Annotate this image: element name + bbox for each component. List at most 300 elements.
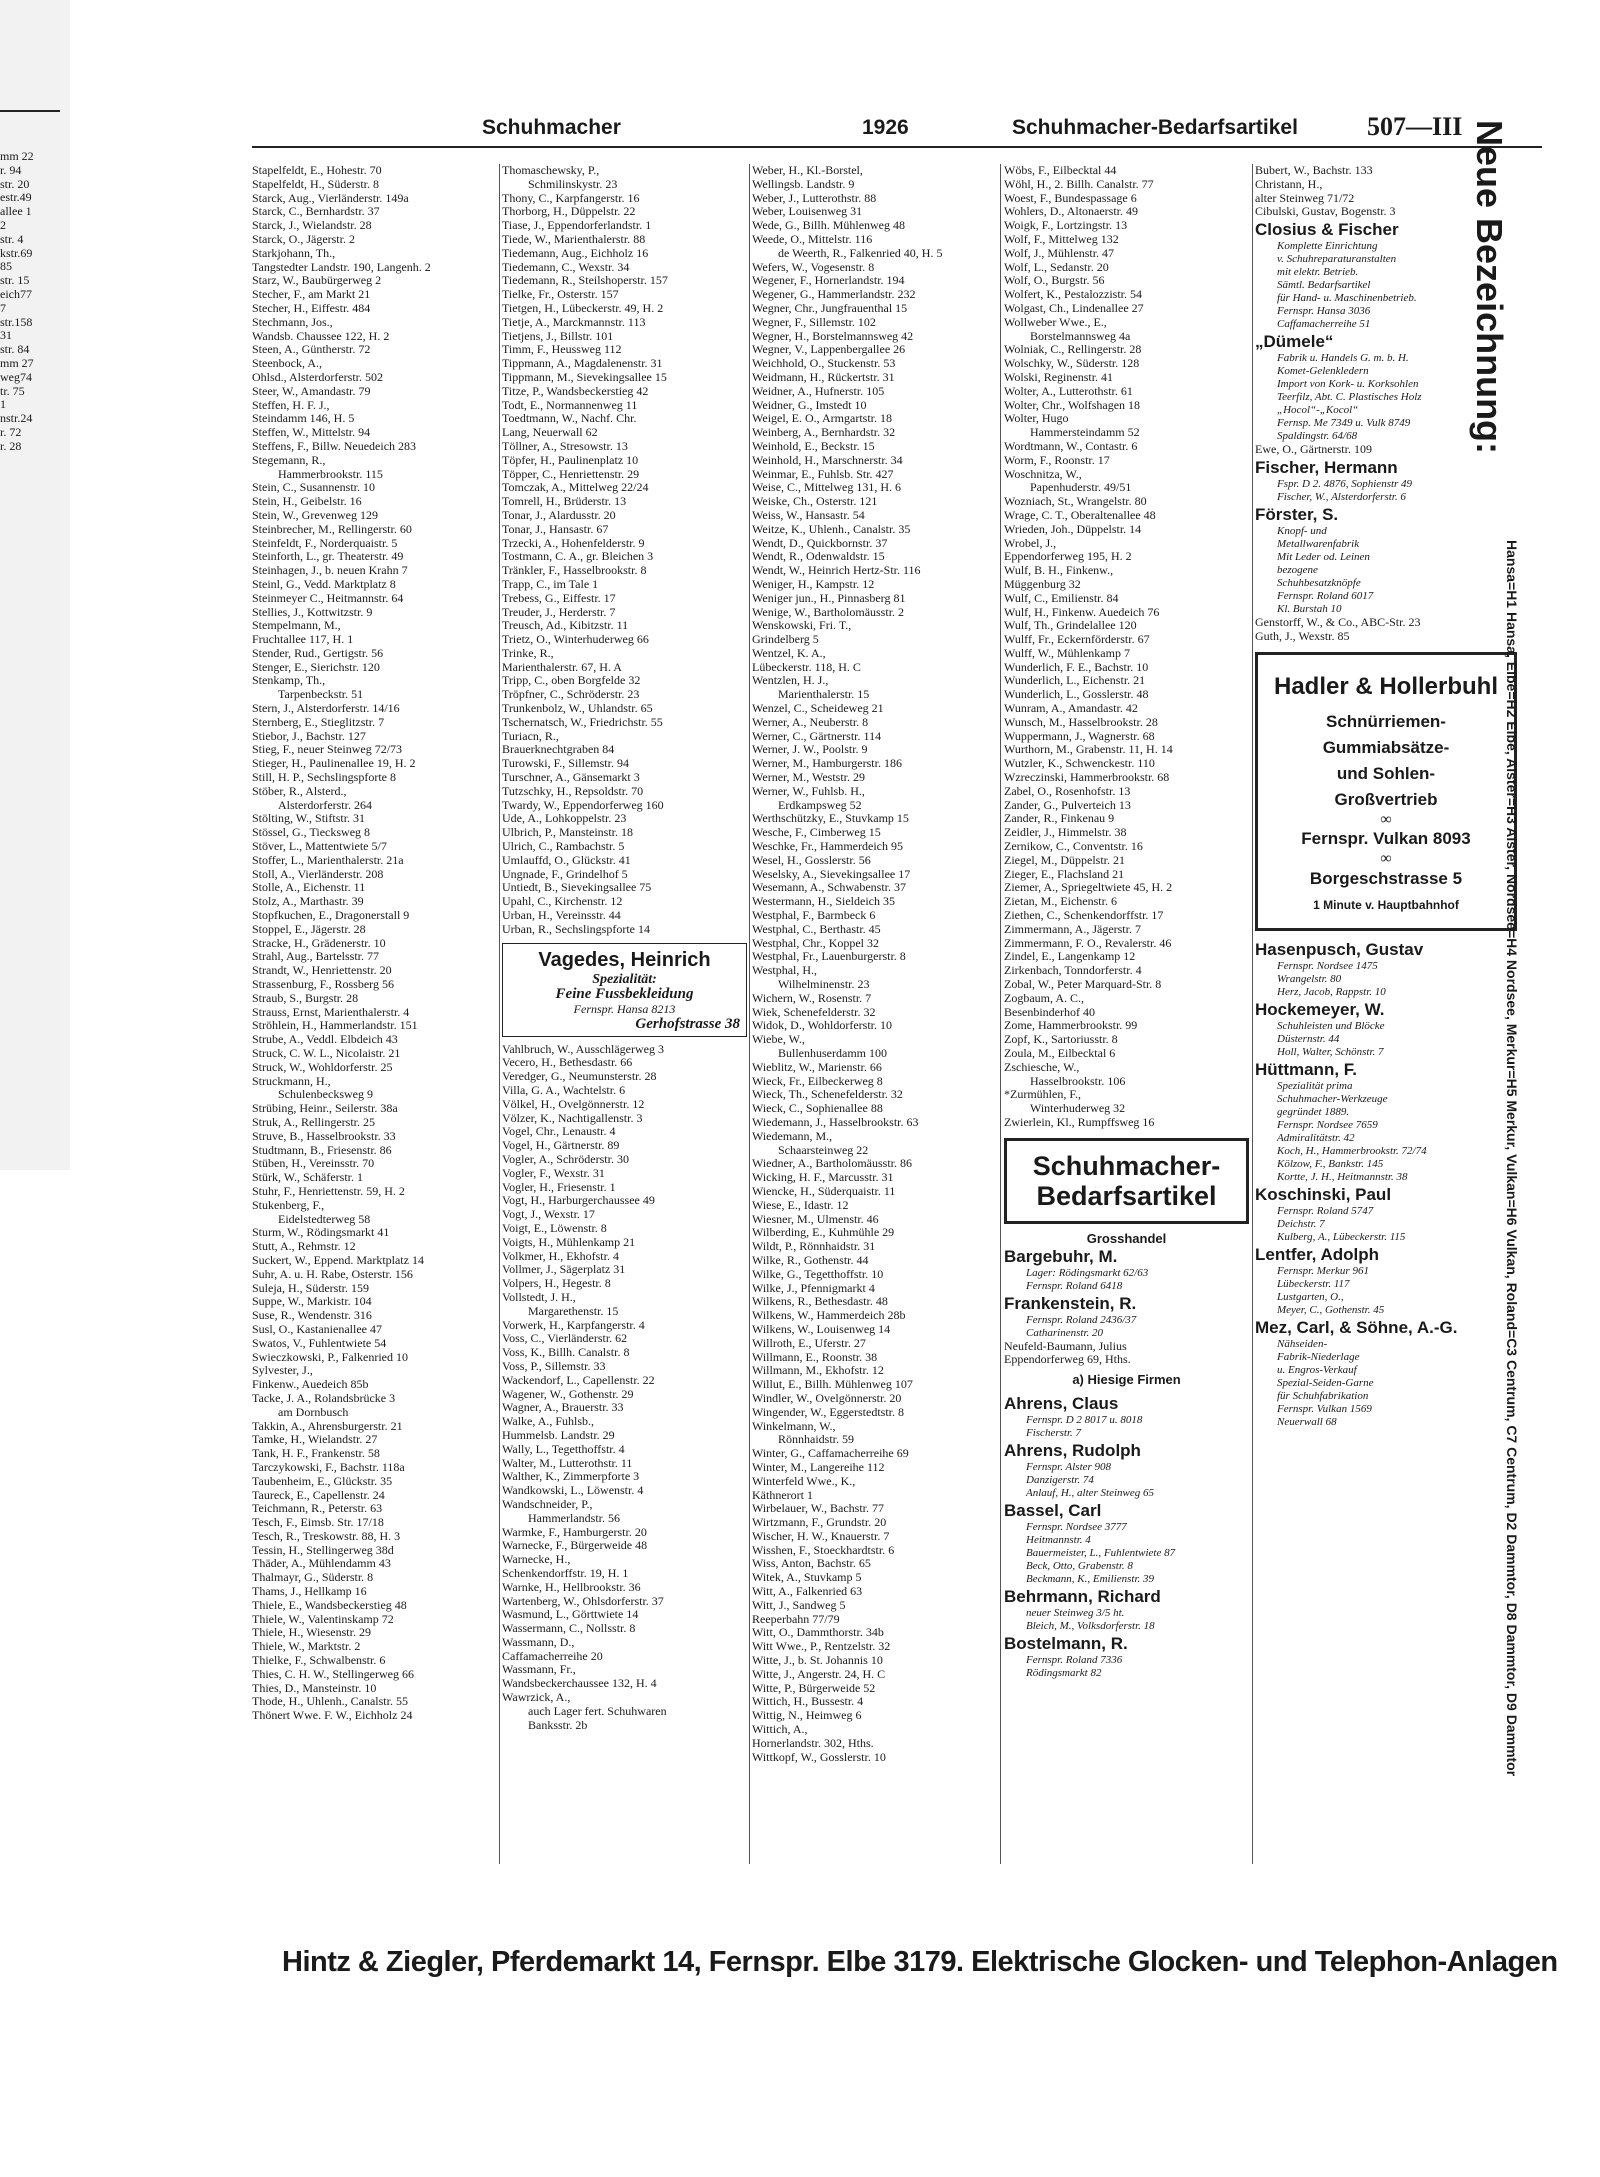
directory-entry: Wilke, J., Pfennigmarkt 4: [752, 1281, 875, 1295]
directory-entry: Zirkenbach, Tonndorferstr. 4: [1004, 964, 1142, 978]
directory-entry: Wolter, A., Lutterothstr. 61: [1004, 384, 1133, 398]
directory-entry: Thies, C. H. W., Stellingerweg 66: [252, 1667, 414, 1681]
directory-entry: Willroth, E., Uferstr. 27: [752, 1336, 866, 1350]
firm-line: Fernspr. Roland 2436/37: [1026, 1313, 1137, 1326]
directory-entry: Vogt, J., Wexstr. 17: [502, 1208, 595, 1222]
firm-name: Ahrens, Claus: [1004, 1393, 1119, 1413]
directory-entry: Töpfer, H., Paulinenplatz 10: [502, 453, 639, 467]
directory-entry: Westphal, Fr., Lauenburgerstr. 8: [752, 950, 906, 964]
column-divider: [1000, 164, 1001, 1864]
directory-entry: Tiedemann, C., Wexstr. 34: [502, 260, 630, 274]
directory-entry: Straub, S., Burgstr. 28: [252, 991, 359, 1005]
header-left: Schuhmacher: [482, 116, 621, 139]
ad-hadler-line: und Sohlen-: [1336, 763, 1436, 783]
directory-entry: Walter, M., Lutterothstr. 11: [502, 1456, 633, 1470]
directory-entry: Wandsbeckerchaussee 132, H. 4: [502, 1677, 657, 1691]
ad-bedarf-line: Schuhmacher-: [1032, 1150, 1221, 1181]
directory-entry: Sturm, W., Rödingsmarkt 41: [252, 1226, 390, 1240]
foerster-line: Mit Leder od. Leinen: [1277, 550, 1370, 563]
directory-entry: Wunsch, M., Hasselbrookstr. 28: [1004, 715, 1158, 729]
fragment-text: r. 28: [0, 439, 22, 453]
directory-entry: Ulrich, C., Rambachstr. 5: [502, 840, 625, 854]
hiesige-firmen-heading: a) Hiesige Firmen: [1072, 1372, 1181, 1388]
directory-entry: Ströhlein, H., Hammerlandstr. 151: [252, 1019, 418, 1033]
foerster-line: Kl. Burstah 10: [1277, 602, 1342, 615]
directory-entry: Struckmann, H.,: [252, 1074, 331, 1088]
directory-entry: Wentzlen, H. J.,: [752, 674, 829, 688]
firm-line: Bleich, M., Volksdorferstr. 18: [1026, 1619, 1155, 1632]
directory-entry: Twardy, W., Eppendorferweg 160: [502, 798, 664, 812]
directory-entry: Starck, O., Jägerstr. 2: [252, 232, 355, 246]
directory-entry: Stechmann, Jos.,: [252, 315, 333, 329]
directory-entry: Studtmann, B., Friesenstr. 86: [252, 1143, 392, 1157]
directory-entry: Erdkampsweg 52: [778, 798, 862, 812]
directory-entry: Warmke, F., Hamburgerstr. 20: [502, 1525, 647, 1539]
directory-entry: Wollweber Wwe., E.,: [1004, 315, 1107, 329]
directory-entry: Wagener, W., Gothenstr. 29: [502, 1387, 634, 1401]
directory-entry: Wiese, E., Idastr. 12: [752, 1198, 849, 1212]
ad-vagedes-line: Feine Fussbekleidung: [555, 985, 694, 1002]
directory-entry: Strauss, Ernst, Marienthalerstr. 4: [252, 1005, 410, 1019]
directory-entry: Swieczkowski, P., Falkenried 10: [252, 1350, 408, 1364]
directory-entry: Witt, J., Sandweg 5: [752, 1598, 846, 1612]
directory-entry: Urban, R., Sechslingspforte 14: [502, 922, 650, 936]
fragment-text: kstr.69: [0, 246, 33, 260]
directory-entry: Ohlsd., Alsterdorferstr. 502: [252, 370, 383, 384]
directory-entry: Weichhold, O., Stuckenstr. 53: [752, 357, 896, 371]
directory-entry: Ulbrich, P., Mansteinstr. 18: [502, 826, 633, 840]
directory-entry: Stenger, E., Sierichstr. 120: [252, 660, 380, 674]
directory-entry: Wesel, H., Gosslerstr. 56: [752, 853, 871, 867]
directory-entry: Voigts, H., Mühlenkamp 21: [502, 1235, 636, 1249]
directory-entry: Stukenberg, F.,: [252, 1198, 325, 1212]
directory-entry: Steffens, F., Billw. Neuedeich 283: [252, 439, 417, 453]
huettmann-line: Admiralitätstr. 42: [1277, 1132, 1355, 1145]
directory-entry: Suhr, A. u. H. Rabe, Osterstr. 156: [252, 1267, 413, 1281]
directory-entry: Vahlbruch, W., Ausschlägerweg 3: [502, 1042, 664, 1056]
directory-entry: Zobal, W., Peter Marquard-Str. 8: [1004, 978, 1162, 992]
directory-entry: Tielke, Fr., Osterstr. 157: [502, 288, 619, 302]
directory-entry: Wirtzmann, F., Grundstr. 20: [752, 1516, 887, 1530]
directory-entry: Wolter, Hugo: [1004, 412, 1069, 426]
directory-entry: Steffen, W., Mittelstr. 94: [252, 426, 371, 440]
directory-entry: Witte, P., Bürgerweide 52: [752, 1681, 876, 1695]
directory-entry: Weigel, E. O., Armgartstr. 18: [752, 412, 893, 426]
directory-entry: Thomaschewsky, P.,: [502, 164, 600, 177]
directory-entry: Turiacn, R.,: [502, 729, 559, 743]
directory-entry: Worm, F., Roonstr. 17: [1004, 453, 1110, 467]
directory-entry: Westphal, C., Berthastr. 45: [752, 922, 881, 936]
foerster-line: bezogene: [1277, 563, 1318, 576]
fischer-hermann-line: Fspr. D 2. 4876, Sophienstr 49: [1277, 477, 1413, 490]
directory-entry: Tietjens, J., Billstr. 101: [502, 329, 614, 343]
ad-hadler-line: Schnürriemen-: [1326, 711, 1446, 731]
directory-entry: Stüben, H., Vereinsstr. 70: [252, 1157, 375, 1171]
fragment-text: str.158: [0, 315, 33, 329]
directory-entry: Wieck, Fr., Eilbeckerweg 8: [752, 1074, 883, 1088]
directory-entry: Stolle, A., Eichenstr. 11: [252, 881, 366, 895]
mez-line: Fernspr. Vulkan 1569: [1277, 1403, 1372, 1416]
directory-entry: Wally, L., Tegetthoffstr. 4: [502, 1442, 625, 1456]
directory-entry: Wieblitz, W., Marienstr. 66: [752, 1060, 882, 1074]
directory-entry: Weidmann, H., Rückertstr. 31: [752, 370, 895, 384]
directory-entry: Stern, J., Alsterdorferstr. 14/16: [252, 702, 400, 716]
firm-name: Bostelmann, R.: [1004, 1633, 1128, 1653]
directory-entry: Wiek, Schenefelderstr. 32: [752, 1005, 876, 1019]
lentfer-line: Fernspr. Merkur 961: [1277, 1265, 1369, 1278]
footer-advert: Hintz & Ziegler, Pferdemarkt 14, Fernspr. Elbe 3179. Elektrische Glocken- und Telephon-Anlagen: [282, 1946, 1558, 1978]
directory-entry: Tutzschky, H., Repsoldstr. 70: [502, 784, 644, 798]
directory-entry: Schulenbecksweg 9: [278, 1088, 373, 1102]
firm-line: Fernspr. Alster 908: [1026, 1460, 1112, 1473]
directory-entry: Ziethen, C., Schenkendorffstr. 17: [1004, 909, 1164, 923]
directory-entry: Vogler, F., Wexstr. 31: [502, 1166, 605, 1180]
directory-entry: Tietgen, H., Lübeckerstr. 49, H. 2: [502, 301, 664, 315]
directory-entry: Taureck, E., Capellenstr. 24: [252, 1488, 385, 1502]
ad-vagedes-phone: Fernspr. Hansa 8213: [573, 1001, 676, 1016]
directory-entry: Werner, W., Fuhlsb. H.,: [752, 784, 865, 798]
directory-entry: Christann, H.,: [1255, 177, 1323, 191]
koschinski-name: Koschinski, Paul: [1255, 1185, 1392, 1205]
directory-entry: Reeperbahn 77/79: [752, 1612, 840, 1626]
directory-entry: Weber, Louisenweg 31: [752, 205, 863, 219]
directory-entry: Wittich, A.,: [752, 1723, 808, 1737]
directory-entry: Witek, A., Stuvkamp 5: [752, 1571, 862, 1585]
directory-entry: Wöhl, H., 2. Billh. Canalstr. 77: [1004, 177, 1154, 191]
foerster-line: Knopf- und: [1277, 524, 1327, 537]
directory-entry: Wiencke, H., Süderquaistr. 11: [752, 1184, 896, 1198]
directory-entry: Wartenberg, W., Ohlsdorferstr. 37: [502, 1594, 664, 1608]
directory-entry: Weinmar, E., Fuhlsb. Str. 427: [752, 467, 894, 481]
sidebar-new-designation: [1458, 120, 1528, 2000]
page-number: 507—III: [1367, 112, 1463, 141]
foerster-name: Förster, S.: [1255, 504, 1339, 524]
directory-entry: Wasmund, L., Görttwiete 14: [502, 1608, 639, 1622]
directory-entry: Susl, O., Kastanienallee 47: [252, 1322, 382, 1336]
directory-entry: Thalmayr, G., Süderstr. 8: [252, 1571, 374, 1585]
directory-entry: Wenzel, C., Scheideweg 21: [752, 702, 884, 716]
directory-entry: Todt, E., Normannenweg 11: [502, 398, 638, 412]
directory-entry: Stöber, R., Alsterd.,: [252, 784, 347, 798]
directory-entry: Steen, A., Güntherstr. 72: [252, 343, 371, 357]
directory-entry: Wrieden, Joh., Düppelstr. 14: [1004, 522, 1142, 536]
directory-entry: Willut, E., Billh. Mühlenweg 107: [752, 1378, 913, 1392]
directory-entry: Zimmermann, A., Jägerstr. 7: [1004, 922, 1141, 936]
directory-entry: Tesch, F., Eimsb. Str. 17/18: [252, 1516, 384, 1530]
duemele-line: Komet-Gelenkledern: [1277, 365, 1369, 378]
directory-entry: Zander, G., Pulverteich 13: [1004, 798, 1131, 812]
directory-entry: Wegner, Chr., Jungfrauenthal 15: [752, 301, 908, 315]
directory-entry: Wesemann, A., Schwabenstr. 37: [752, 881, 907, 895]
directory-entry: Wegner, H., Borstelmannsweg 42: [752, 329, 914, 343]
directory-entry: Brauerknechtgraben 84: [502, 743, 615, 757]
hasenpusch-line: Herz, Jacob, Rappstr. 10: [1277, 986, 1386, 999]
directory-entry: Wendt, D., Quickbornstr. 37: [752, 536, 888, 550]
directory-entry: Still, H. P., Sechslingspforte 8: [252, 771, 397, 785]
koschinski-line: Fernspr. Roland 5747: [1277, 1205, 1374, 1218]
directory-entry: Stoll, A., Vierländerstr. 208: [252, 867, 384, 881]
directory-entry: Wolschky, W., Süderstr. 128: [1004, 357, 1140, 371]
directory-entry: Toedtmann, W., Nachf. Chr.: [502, 412, 637, 426]
directory-entry: Guth, J., Wexstr. 85: [1255, 629, 1350, 643]
directory-entry: Wutzler, K., Schwenckestr. 110: [1004, 757, 1155, 771]
directory-entry: Vogel, Chr., Lenaustr. 4: [502, 1125, 616, 1139]
directory-entry: Werner, J. W., Poolstr. 9: [752, 743, 868, 757]
fragment-text: eich77: [0, 287, 32, 301]
directory-entry: Urban, H., Vereinsstr. 44: [502, 909, 621, 923]
directory-entry: Wittich, H., Bussestr. 4: [752, 1695, 864, 1709]
directory-entry: Weise, C., Mittelweg 131, H. 6: [752, 481, 902, 495]
directory-entry: Swatos, V., Fuhlentwiete 54: [252, 1336, 387, 1350]
directory-entry: Wordtmann, W., Contastr. 6: [1004, 439, 1138, 453]
duemele-line: „Hocol“-„Kocol“: [1277, 404, 1359, 417]
directory-entry: Wiebe, W.,: [752, 1033, 805, 1047]
directory-entry: Tiase, J., Eppendorferlandstr. 1: [502, 219, 652, 233]
firm-line: Fernspr. Roland 7336: [1026, 1653, 1123, 1666]
directory-entry: Villa, G. A., Wachtelstr. 6: [502, 1084, 626, 1098]
directory-entry: Wawrzick, A.,: [502, 1691, 571, 1705]
directory-entry: Bullenhuserdamm 100: [778, 1047, 887, 1060]
directory-entry: Marienthalerstr. 67, H. A: [502, 660, 622, 674]
directory-entry: Weschke, Fr., Hammerdeich 95: [752, 840, 903, 854]
directory-entry: Wandsb. Chaussee 122, H. 2: [252, 329, 390, 343]
hockemeyer-line: Schuhleisten und Blöcke: [1277, 1020, 1385, 1033]
directory-entry: Stieg, F., neuer Steinweg 72/73: [252, 743, 403, 757]
column-2: [502, 164, 747, 1904]
firm-line: Catharinenstr. 20: [1026, 1326, 1104, 1339]
directory-entry: Treuder, J., Herderstr. 7: [502, 605, 616, 619]
directory-entry: Ziemer, A., Spriegeltwiete 45, H. 2: [1004, 881, 1173, 895]
closius-fischer-line: mit elektr. Betrieb.: [1277, 266, 1359, 279]
firm-name: Bargebuhr, M.: [1004, 1246, 1118, 1266]
directory-entry: Strassenburg, F., Rossberg 56: [252, 978, 394, 992]
directory-entry: Willmann, M., Ekhofstr. 12: [752, 1364, 884, 1378]
directory-entry: Witt, O., Dammthorstr. 34b: [752, 1626, 884, 1640]
directory-entry: Thiele, H., Wiesenstr. 29: [252, 1626, 371, 1640]
directory-entry: Wilberding, E., Kuhmühle 29: [752, 1226, 895, 1240]
directory-entry: Struk, A., Rellingerstr. 25: [252, 1115, 375, 1129]
directory-entry: Winter, M., Langereihe 112: [752, 1460, 885, 1474]
directory-entry: Zabel, O., Rosenhofstr. 13: [1004, 784, 1131, 798]
directory-entry: Witte, J., Angerstr. 24, H. C: [752, 1667, 886, 1681]
directory-entry: Vogler, H., Friesenstr. 1: [502, 1180, 616, 1194]
directory-entry: Wunderlich, F. E., Bachstr. 10: [1004, 660, 1149, 674]
directory-entry: Stapelfeldt, H., Süderstr. 8: [252, 177, 379, 191]
firm-line: neuer Steinweg 3/5 ht.: [1026, 1606, 1125, 1619]
directory-entry: Tessin, H., Stellingerweg 38d: [252, 1543, 394, 1557]
directory-entry: Trunkenbolz, W., Uhlandstr. 65: [502, 702, 653, 716]
directory-entry: Wunram, A., Amandastr. 42: [1004, 702, 1138, 716]
directory-entry: Wolski, Reginenstr. 41: [1004, 370, 1114, 384]
directory-entry: Tippmann, A., Magdalenenstr. 31: [502, 357, 663, 371]
directory-entry: Witte, J., b. St. Johannis 10: [752, 1654, 883, 1668]
directory-entry: Willmann, E., Roonstr. 38: [752, 1350, 878, 1364]
sidebar-exchange-list: Hansa=H1 Hansa, Elbe=H2 Elbe, Alster=H3 Alster, Nordsee=H4 Nordsee, Merkur=H5 Merkur, Vulkan=H6 Vulkan, Roland=C3 Centrum, C7 Centrum, D2 Dammtor, D8 Dammtor, D9 Dammtor: [1504, 540, 1520, 1777]
directory-entry: Wuppermann, J., Wagnerstr. 68: [1004, 729, 1155, 743]
directory-entry: Volkmer, H., Ekhofstr. 4: [502, 1249, 619, 1263]
directory-entry: Stolz, A., Marthastr. 39: [252, 895, 364, 909]
directory-entry: Winterfeld Wwe., K.,: [752, 1474, 856, 1488]
firm-line: Danzigerstr. 74: [1026, 1473, 1094, 1486]
directory-entry: Weinhold, H., Marschnerstr. 34: [752, 453, 903, 467]
directory-entry: Thiele, W., Marktstr. 2: [252, 1640, 361, 1654]
directory-entry: Hasselbrookstr. 106: [1030, 1074, 1126, 1088]
directory-entry: Steinmeyer C., Heitmannstr. 64: [252, 591, 404, 605]
directory-entry: Caffamacherreihe 20: [502, 1649, 603, 1663]
directory-entry: Thams, J., Hellkamp 16: [252, 1585, 367, 1599]
directory-entry: Suleja, H., Süderstr. 159: [252, 1281, 369, 1295]
directory-entry: Voigt, E., Löwenstr. 8: [502, 1221, 607, 1235]
duemele-name: „Dümele“: [1255, 332, 1334, 352]
directory-entry: *Zurmühlen, F.,: [1004, 1088, 1082, 1102]
directory-entry: Weniger jun., H., Pinnasberg 81: [752, 591, 906, 605]
directory-entry: Käthnerort 1: [752, 1488, 813, 1502]
ad-hadler-line: Hadler & Hollerbuhl: [1273, 672, 1499, 700]
fragment-text: allee 1: [0, 205, 32, 219]
directory-entry: Bubert, W., Bachstr. 133: [1255, 164, 1373, 177]
directory-entry: Steenbock, A.,: [252, 357, 322, 371]
hasenpusch-line: Fernspr. Nordsee 1475: [1277, 960, 1378, 973]
lentfer-line: Lübeckerstr. 117: [1277, 1278, 1350, 1291]
directory-entry: Thorborg, H., Düppelstr. 22: [502, 205, 636, 219]
directory-entry: Westphal, H.,: [752, 964, 818, 978]
directory-entry: Wilkens, R., Bethesdastr. 48: [752, 1295, 888, 1309]
directory-entry: auch Lager fert. Schuhwaren: [528, 1704, 667, 1718]
fragment-text: r. 94: [0, 163, 22, 177]
directory-entry: Hummelsb. Landstr. 29: [502, 1428, 615, 1442]
closius-fischer-line: v. Schuhreparaturanstalten: [1277, 253, 1397, 266]
directory-entry: Wendt, W., Heinrich Hertz-Str. 116: [752, 564, 921, 578]
directory-entry: Lang, Neuerwall 62: [502, 426, 598, 440]
directory-entry: Tonar, J., Hansastr. 67: [502, 522, 609, 536]
column-4: [1004, 164, 1249, 1904]
fragment-text: 2: [0, 218, 6, 232]
directory-entry: Stein, C., Susannenstr. 10: [252, 481, 376, 495]
firm-line: Fischerstr. 7: [1026, 1426, 1081, 1439]
directory-entry: Steinbrecher, M., Rellingerstr. 60: [252, 522, 412, 536]
directory-entry: Ungnade, F., Grindelhof 5: [502, 867, 628, 881]
directory-entry: Wackendorf, L., Capellenstr. 22: [502, 1373, 655, 1387]
directory-entry: Weber, H., Kl.-Borstel,: [752, 164, 863, 177]
koschinski-line: Kulberg, A., Lübeckerstr. 115: [1277, 1231, 1406, 1244]
firm-name: Bassel, Carl: [1004, 1500, 1102, 1520]
lentfer-line: Lustgarten, O.,: [1277, 1291, 1344, 1304]
directory-entry: Trapp, C., im Tale 1: [502, 577, 599, 591]
directory-entry: Taubenheim, E., Glückstr. 35: [252, 1474, 393, 1488]
directory-entry: Weber, J., Lutterothstr. 88: [752, 191, 877, 205]
directory-entry: Treusch, Ad., Kibitzstr. 11: [502, 619, 629, 633]
directory-entry: Suckert, W., Eppend. Marktplatz 14: [252, 1253, 424, 1267]
directory-entry: Zogbaum, A. C.,: [1004, 991, 1084, 1005]
directory-entry: Tomczak, A., Mittelweg 22/24: [502, 481, 649, 495]
ad-bedarfsartikel: [1004, 1138, 1249, 1224]
directory-entry: Wöbs, F., Eilbecktal 44: [1004, 164, 1117, 177]
fragment-text: 7: [0, 301, 6, 315]
directory-entry: Genstorff, W., & Co., ABC-Str. 23: [1255, 615, 1421, 629]
ad-vagedes-line: Spezialität:: [592, 971, 657, 987]
directory-entry: Stiebor, J., Bachstr. 127: [252, 729, 366, 743]
directory-entry: Tesch, R., Treskowstr. 88, H. 3: [252, 1529, 401, 1543]
foerster-line: Fernspr. Roland 6017: [1277, 589, 1374, 602]
directory-entry: Steinfeldt, F., Norderquaistr. 5: [252, 536, 398, 550]
duemele-line: Teerfilz, Abt. C. Plastisches Holz: [1277, 391, 1422, 404]
directory-entry: Struve, B., Hasselbrookstr. 33: [252, 1129, 396, 1143]
directory-entry: Zieger, E., Flachsland 21: [1004, 867, 1125, 881]
directory-entry: Westphal, Chr., Koppel 32: [752, 936, 880, 950]
directory-entry: Wolfert, K., Pestalozzistr. 54: [1004, 288, 1143, 302]
directory-entry: Stöver, L., Mattentwiete 5/7: [252, 840, 387, 854]
directory-entry: Wandkowski, L., Löwenstr. 4: [502, 1484, 644, 1498]
grosshandel-heading: Grosshandel: [1086, 1230, 1167, 1246]
directory-entry: am Dornbusch: [278, 1405, 349, 1419]
directory-entry: Rönnhaidstr. 59: [778, 1433, 855, 1447]
directory-entry: Lübeckerstr. 118, H. C: [752, 660, 861, 674]
directory-entry: Struck, C. W. L., Nicolaistr. 21: [252, 1047, 401, 1060]
directory-entry: Werner, A., Neuberstr. 8: [752, 715, 869, 729]
directory-entry: Werner, M., Hamburgerstr. 186: [752, 757, 902, 771]
directory-entry: Stempelmann, M.,: [252, 619, 341, 633]
directory-entry: Witt Wwe., P., Rentzelstr. 32: [752, 1640, 891, 1654]
directory-entry: Wassmann, Fr.,: [502, 1663, 576, 1677]
directory-entry: Grindelberg 5: [752, 633, 819, 647]
directory-entry: Voss, P., Sillemstr. 33: [502, 1359, 606, 1373]
directory-entry: Wolter, Chr., Wolfshagen 18: [1004, 398, 1141, 412]
directory-entry: Trzecki, A., Hohenfelderstr. 9: [502, 536, 645, 550]
directory-entry: Weidner, G., Imstedt 10: [752, 398, 867, 412]
directory-entry: Wentzel, K. A.,: [752, 646, 826, 660]
directory-entry: Wulf, H., Finkenw. Auedeich 76: [1004, 605, 1160, 619]
directory-entry: Suppe, W., Markistr. 104: [252, 1295, 372, 1309]
directory-entry: Warnke, H., Hellbrookstr. 36: [502, 1580, 641, 1594]
fischer-hermann-name: Fischer, Hermann: [1255, 457, 1398, 477]
directory-entry: Tietje, A., Marckmannstr. 113: [502, 315, 646, 329]
directory-entry: Stoffer, L., Marienthalerstr. 21a: [252, 853, 404, 867]
directory-entry: Wunderlich, L., Eichenstr. 21: [1004, 674, 1146, 688]
hasenpusch-name: Hasenpusch, Gustav: [1255, 940, 1424, 960]
duemele-line: Fabrik u. Handels G. m. b. H.: [1277, 352, 1409, 365]
directory-entry: Schenkendorffstr. 19, H. 1: [502, 1566, 629, 1580]
directory-entry: Wildt, P., Rönnhaidstr. 31: [752, 1240, 876, 1254]
directory-entry: Weidner, A., Hufnerstr. 105: [752, 384, 885, 398]
fragment-text: str. 20: [0, 177, 30, 191]
huettmann-line: Spezialität prima: [1277, 1080, 1353, 1093]
directory-entry: Woschnitza, W.,: [1004, 467, 1082, 481]
ad-hadler-line: Fernspr. Vulkan 8093: [1301, 829, 1471, 849]
directory-entry: Stutt, A., Rehmstr. 12: [252, 1240, 356, 1254]
huettmann-name: Hüttmann, F.: [1255, 1060, 1357, 1080]
directory-entry: Warnecke, F., Bürgerweide 48: [502, 1539, 648, 1553]
directory-entry: Eppendorferweg 69, Hths.: [1004, 1353, 1131, 1367]
directory-entry: Strube, A., Veddl. Elbdeich 43: [252, 1033, 398, 1047]
directory-entry: Wolf, F., Mittelweg 132: [1004, 232, 1119, 246]
closius-fischer-line: für Hand- u. Maschinenbetrieb.: [1277, 292, 1417, 305]
directory-entry: Woigk, F., Lortzingstr. 13: [1004, 219, 1128, 233]
directory-entry: Strahl, Aug., Bartelsstr. 77: [252, 950, 379, 964]
directory-entry: Thies, D., Mansteinstr. 10: [252, 1681, 377, 1695]
directory-entry: Tiedemann, R., Steilshoperstr. 157: [502, 274, 668, 288]
directory-entry: Wassmann, D.,: [502, 1635, 575, 1649]
hockemeyer-line: Düsternstr. 44: [1277, 1033, 1340, 1046]
directory-entry: de Weerth, R., Falkenried 40, H. 5: [778, 246, 943, 260]
mez-line: Fabrik-Niederlage: [1277, 1351, 1360, 1364]
directory-entry: Stölting, W., Stiftstr. 31: [252, 812, 366, 826]
directory-entry: Thielke, F., Schwalbenstr. 6: [252, 1654, 386, 1668]
directory-entry: Starck, C., Bernhardstr. 37: [252, 205, 380, 219]
directory-entry: Wohlers, D., Altonaerstr. 49: [1004, 205, 1139, 219]
directory-entry: Völzer, K., Nachtigallenstr. 3: [502, 1111, 643, 1125]
directory-entry: Starz, W., Baubürgerweg 2: [252, 274, 382, 288]
directory-entry: Westphal, F., Barmbeck 6: [752, 909, 876, 923]
